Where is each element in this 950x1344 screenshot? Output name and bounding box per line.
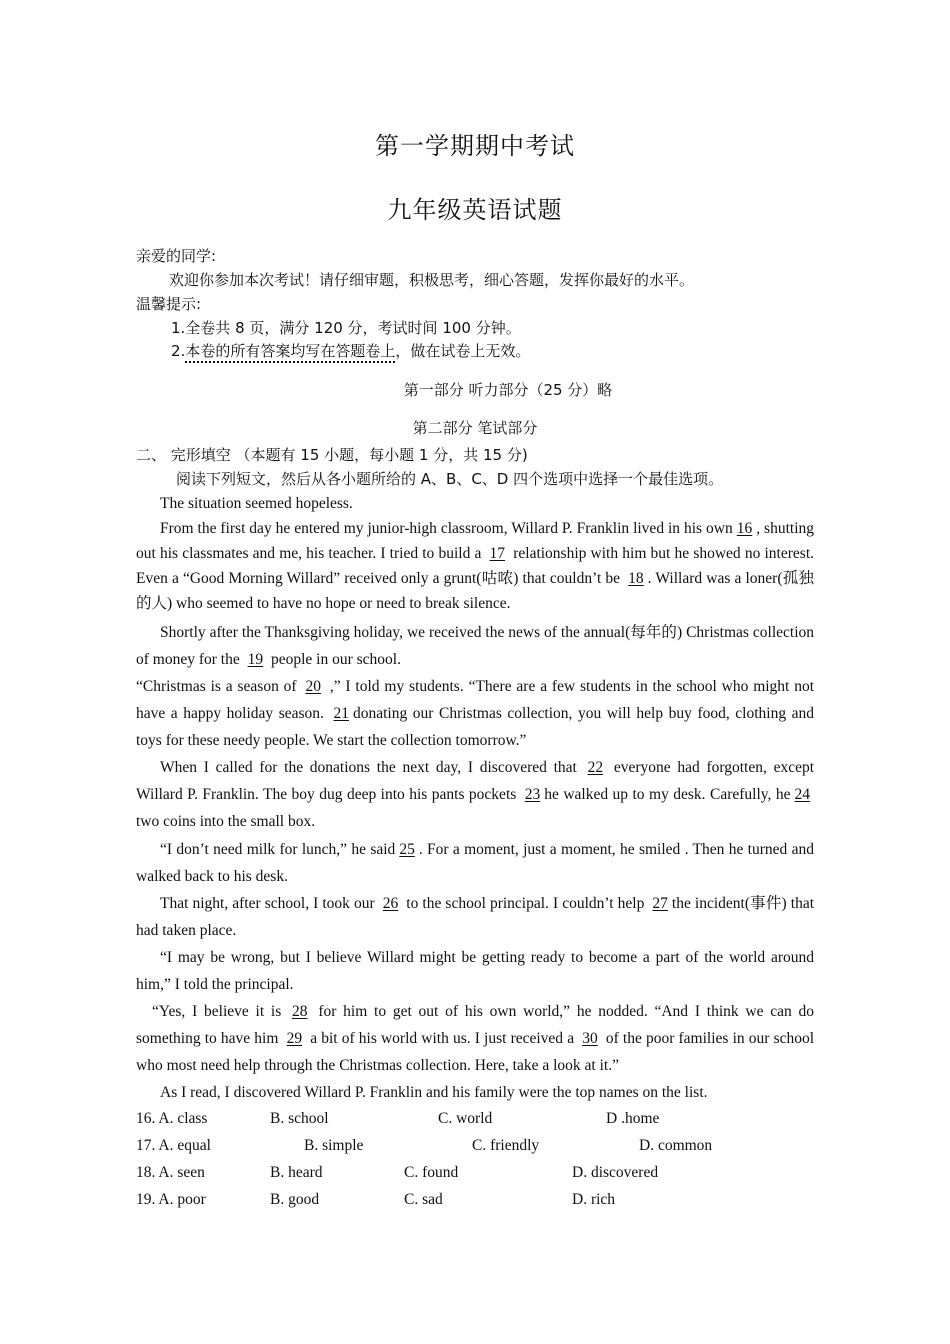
passage-para-5: “I don’t need milk for lunch,” he said 25 . For a moment, just a moment, he smiled . Then he turned and walked back to his desk.	[136, 841, 814, 885]
part-1-heading: 第一部分 听力部分（25 分）略	[403, 381, 613, 399]
passage-para-1: From the first day he entered my junior-high classroom, Willard P. Franklin lived in his own 16 , shutting out his classmates and me, his teacher. I tried to build a 17 relationship with him but he showed no interest. Even a “Good Morning Willard” received only a grunt(咕哝) that couldn’t be 18 . Willard was a loner(孤独的人) who seemed to have no hope or need to break silence.	[136, 520, 815, 612]
option-19-d: D. rich	[572, 1191, 616, 1208]
blank-29: 29	[286, 1030, 303, 1047]
option-17-c: C. friendly	[472, 1137, 540, 1154]
passage-para-4: When I called for the donations the next day, I discovered that 22 everyone had forgotten, except Willard P. Franklin. The boy dug deep into his pants pockets 23 he walked up to my desk. Carefully, he 24 two coins into the small box.	[136, 759, 815, 830]
blank-30: 30	[582, 1030, 598, 1047]
passage-para-8: “Yes, I believe it is 28 for him to get out of his own world,” he nodded. “And I think we can do something to have him 29 a bit of his world with us. I just received a 30 of the poor families in our school who most need help through the Christmas collection. Here, take a look at it.”	[136, 1003, 815, 1074]
option-18-c: C. found	[404, 1164, 459, 1181]
passage-para-0: The situation seemed hopeless.	[160, 495, 353, 512]
option-17-b: B. simple	[304, 1137, 364, 1154]
exam-subtitle: 九年级英语试题	[387, 196, 563, 224]
option-16-d: D .home	[606, 1110, 660, 1127]
blank-19: 19	[247, 651, 264, 668]
blank-24: 24	[794, 786, 810, 803]
blank-23: 23	[524, 786, 541, 803]
option-16-c: C. world	[438, 1110, 493, 1127]
option-19-c: C. sad	[404, 1191, 443, 1208]
welcome-text: 欢迎你参加本次考试！请仔细审题，积极思考，细心答题，发挥你最好的水平。	[169, 271, 695, 289]
passage-para-9: As I read, I discovered Willard P. Franklin and his family were the top names on the list.	[160, 1084, 708, 1101]
option-16-b: B. school	[270, 1110, 329, 1127]
option-16-a: 16. A. class	[136, 1110, 208, 1127]
blank-25: 25	[399, 841, 415, 858]
option-17-a: 17. A. equal	[136, 1137, 211, 1154]
blank-17: 17	[489, 545, 506, 562]
cloze-heading: 二、 完形填空 （本题有 15 小题，每小题 1 分，共 15 分)	[136, 446, 528, 464]
blank-26: 26	[382, 895, 399, 912]
tip-2-rest: ，做在试卷上无效。	[395, 342, 531, 360]
passage-para-3: “Christmas is a season of 20 ,” I told my students. “There are a few students in the school who might not have a happy holiday season. 21 donating our Christmas collection, you will help buy food, clothing and toys for these needy people. We start the collection tomorrow.”	[136, 678, 815, 749]
option-17-d: D. common	[639, 1137, 713, 1154]
tip-2	[171, 341, 849, 361]
greeting: 亲爱的同学:	[136, 247, 217, 265]
cloze-instruction: 阅读下列短文，然后从各小题所给的 A、B、C、D 四个选项中选择一个最佳选项。	[176, 470, 724, 488]
blank-28: 28	[292, 1003, 308, 1020]
option-18-a: 18. A. seen	[136, 1164, 205, 1181]
blank-20: 20	[305, 678, 321, 695]
blank-21: 21	[333, 705, 349, 722]
passage-para-7: “I may be wrong, but I believe Willard might be getting ready to become a part of the world around him,” I told the principal.	[136, 949, 814, 993]
passage-para-6: That night, after school, I took our 26 to the school principal. I couldn’t help 27 the incident(事件) that had taken place.	[136, 895, 815, 939]
tip-2-emphasis: 本卷的所有答案均写在答题卷上	[185, 342, 396, 360]
tip-1: 1.全卷共 8 页，满分 120 分，考试时间 100 分钟。	[171, 319, 521, 337]
blank-18: 18	[628, 570, 644, 587]
option-18-d: D. discovered	[572, 1164, 659, 1181]
part-2-heading: 第二部分 笔试部分	[412, 419, 538, 437]
tips-label: 温馨提示:	[136, 295, 202, 313]
tip-2-number: 2.	[171, 342, 186, 360]
blank-16: 16	[736, 520, 753, 537]
option-18-b: B. heard	[270, 1164, 323, 1181]
blank-22: 22	[587, 759, 604, 776]
option-19-a: 19. A. poor	[136, 1191, 206, 1208]
passage-para-2: Shortly after the Thanksgiving holiday, we received the news of the annual(每年的) Christmas collection of money for the 19 people in our school.	[136, 624, 814, 668]
option-19-b: B. good	[270, 1191, 320, 1208]
blank-27: 27	[652, 895, 668, 912]
exam-title: 第一学期期中考试	[375, 132, 575, 160]
